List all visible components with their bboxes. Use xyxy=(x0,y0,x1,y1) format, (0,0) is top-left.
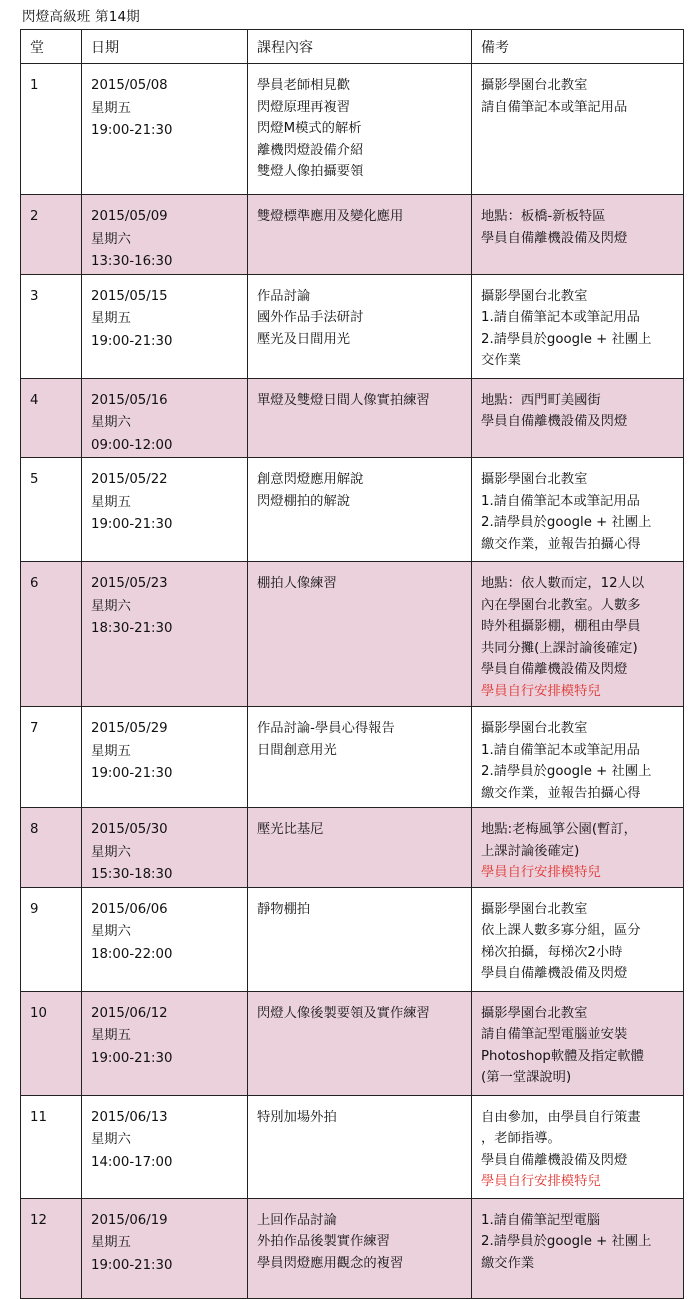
content-line: 學員老師相見歡 xyxy=(257,78,351,93)
notes-line: Photoshop軟體及指定軟體 xyxy=(481,1048,644,1064)
content-line: 雙燈標準應用及變化應用 xyxy=(257,209,404,224)
content-line: 雙燈人像拍攝要領 xyxy=(257,164,364,179)
table-row xyxy=(21,562,684,707)
notes-line: 攝影學園台北教室 xyxy=(481,901,588,917)
date-line: 星期五 xyxy=(91,494,131,510)
date-line: 星期六 xyxy=(91,844,131,860)
notes-line: 攝影學園台北教室 xyxy=(481,721,588,736)
content-line: 閃燈棚拍的解說 xyxy=(257,493,351,509)
notes-line: 依上課人數多寡分組，區分 xyxy=(481,923,641,938)
date-cell xyxy=(82,991,248,1095)
content-cell xyxy=(248,562,472,707)
table-row xyxy=(21,458,684,562)
date-line: 2015/05/08 xyxy=(91,78,168,93)
content-cell xyxy=(248,274,472,378)
session-number: 10 xyxy=(30,1005,47,1021)
content-line: 創意閃燈應用解說 xyxy=(257,472,364,487)
date-line: 2015/06/13 xyxy=(91,1109,168,1125)
notes-line: 梯次拍攝，每梯次2小時 xyxy=(481,944,623,960)
notes-line: 2.請學員於google + 社團上 xyxy=(481,1234,652,1249)
content-line: 上回作品討論 xyxy=(257,1212,337,1228)
date-line: 星期六 xyxy=(91,1132,131,1147)
notes-cell xyxy=(472,1095,684,1198)
notes-line: 繳交作業，並報告拍攝心得 xyxy=(481,785,641,801)
date-line: 19:00-21:30 xyxy=(91,766,173,781)
notes-line: 2.請學員於google + 社團上 xyxy=(481,331,652,347)
page-title: 閃燈高級班 第14期 xyxy=(22,9,140,25)
date-line: 星期六 xyxy=(91,231,131,247)
date-line: 星期六 xyxy=(91,924,131,939)
notes-line: 請自備筆記本或筆記用品 xyxy=(481,99,628,115)
date-line: 19:00-21:30 xyxy=(91,517,173,532)
date-line: 星期六 xyxy=(91,415,131,430)
session-number: 12 xyxy=(30,1212,47,1228)
session-number-cell xyxy=(21,378,82,458)
date-line: 2015/06/06 xyxy=(91,901,168,917)
date-line: 19:00-21:30 xyxy=(91,123,173,138)
header-row xyxy=(21,30,684,64)
content-cell xyxy=(248,458,472,562)
notes-cell xyxy=(472,195,684,275)
header-notes: 備考 xyxy=(472,30,684,64)
notes-line: 學員自備離機設備及閃燈 xyxy=(481,662,628,677)
session-number-cell xyxy=(21,195,82,275)
session-number-cell xyxy=(21,887,82,991)
notes-line: 學員自備離機設備及閃燈 xyxy=(481,414,628,429)
date-cell xyxy=(82,378,248,458)
content-line: 靜物棚拍 xyxy=(257,901,311,917)
notes-line: 共同分攤(上課討論後確定) xyxy=(481,640,638,656)
date-line: 2015/05/09 xyxy=(91,209,168,224)
notes-line: 攝影學園台北教室 xyxy=(481,1005,588,1021)
date-line: 星期五 xyxy=(91,1028,131,1043)
date-cell xyxy=(82,808,248,888)
content-line: 壓光比基尼 xyxy=(257,822,324,837)
notes-line: 1.請自備筆記型電腦 xyxy=(481,1212,601,1228)
header-date: 日期 xyxy=(82,30,248,64)
notes-line: 2.請學員於google + 社團上 xyxy=(481,764,652,779)
notes-line-highlight: 學員自行安排模特兒 xyxy=(481,1174,601,1189)
date-cell xyxy=(82,1095,248,1198)
content-cell xyxy=(248,378,472,458)
session-number: 7 xyxy=(30,721,39,736)
notes-cell xyxy=(472,887,684,991)
table-row xyxy=(21,1198,684,1298)
content-line: 壓光及日間用光 xyxy=(257,331,351,347)
content-line: 作品討論-學員心得報告 xyxy=(257,721,395,736)
content-line: 離機閃燈設備介紹 xyxy=(257,142,364,158)
session-number-cell xyxy=(21,1095,82,1198)
notes-line: 自由參加，由學員自行策畫 xyxy=(481,1109,641,1125)
content-line: 閃燈原理再複習 xyxy=(257,99,351,115)
header-content: 課程內容 xyxy=(248,30,472,64)
table-row xyxy=(21,1095,684,1198)
schedule-table xyxy=(20,29,684,1299)
content-line: 閃燈M模式的解析 xyxy=(257,121,362,136)
date-line: 15:30-18:30 xyxy=(91,867,173,882)
notes-line: 1.請自備筆記本或筆記用品 xyxy=(481,742,640,758)
content-line: 學員閃燈應用觀念的複習 xyxy=(257,1255,404,1271)
session-number-cell xyxy=(21,64,82,195)
session-number-cell xyxy=(21,458,82,562)
notes-line: 學員自備離機設備及閃燈 xyxy=(481,230,628,246)
date-line: 星期五 xyxy=(91,311,131,326)
session-number: 2 xyxy=(30,209,39,224)
notes-line-highlight: 學員自行安排模特兒 xyxy=(481,865,601,880)
notes-line: 地點：依人數而定，12人以 xyxy=(481,576,645,591)
session-number: 8 xyxy=(30,822,39,837)
date-line: 2015/05/15 xyxy=(91,288,168,304)
content-line: 棚拍人像練習 xyxy=(257,576,337,591)
session-number: 3 xyxy=(30,288,39,304)
table-row xyxy=(21,808,684,888)
session-number: 11 xyxy=(30,1109,47,1125)
table-row xyxy=(21,64,684,195)
date-cell xyxy=(82,274,248,378)
date-line: 09:00-12:00 xyxy=(91,437,173,453)
table-row xyxy=(21,274,684,378)
notes-line-highlight: 學員自行安排模特兒 xyxy=(481,683,601,699)
notes-line: 內在學園台北教室。人數多 xyxy=(481,597,641,613)
notes-line: 交作業 xyxy=(481,353,521,368)
notes-line: 學員自備離機設備及閃燈 xyxy=(481,1152,628,1168)
session-number-cell xyxy=(21,991,82,1095)
content-line: 外拍作品後製實作練習 xyxy=(257,1234,390,1249)
content-cell xyxy=(248,195,472,275)
notes-line: 2.請學員於google + 社團上 xyxy=(481,515,652,530)
content-cell xyxy=(248,1198,472,1298)
date-cell xyxy=(82,707,248,808)
date-line: 2015/06/12 xyxy=(91,1005,168,1021)
session-number-cell xyxy=(21,562,82,707)
table-row xyxy=(21,378,684,458)
notes-cell xyxy=(472,808,684,888)
content-line: 特別加場外拍 xyxy=(257,1109,337,1125)
notes-cell xyxy=(472,991,684,1095)
notes-line: 攝影學園台北教室 xyxy=(481,78,588,93)
date-line: 2015/05/23 xyxy=(91,576,168,591)
date-cell xyxy=(82,458,248,562)
notes-cell xyxy=(472,378,684,458)
date-cell xyxy=(82,64,248,195)
session-number: 5 xyxy=(30,472,39,487)
content-cell xyxy=(248,887,472,991)
notes-cell xyxy=(472,1198,684,1298)
session-number: 4 xyxy=(30,392,39,408)
content-cell xyxy=(248,808,472,888)
date-line: 2015/05/29 xyxy=(91,721,168,736)
date-line: 2015/06/19 xyxy=(91,1212,168,1228)
notes-line: 攝影學園台北教室 xyxy=(481,288,588,304)
session-number-cell xyxy=(21,707,82,808)
content-cell xyxy=(248,707,472,808)
notes-line: 1.請自備筆記本或筆記用品 xyxy=(481,310,640,325)
date-cell xyxy=(82,562,248,707)
notes-line: 上課討論後確定) xyxy=(481,843,580,859)
date-line: 星期五 xyxy=(91,1235,131,1250)
date-line: 2015/05/16 xyxy=(91,392,168,408)
date-cell xyxy=(82,1198,248,1298)
notes-line: 學員自備離機設備及閃燈 xyxy=(481,966,628,981)
notes-cell xyxy=(472,64,684,195)
table-row xyxy=(21,707,684,808)
date-line: 星期六 xyxy=(91,598,131,614)
content-line: 作品討論 xyxy=(257,288,311,304)
notes-cell xyxy=(472,562,684,707)
notes-line: (第一堂課說明) xyxy=(481,1070,572,1085)
notes-line: ，老師指導。 xyxy=(481,1131,561,1146)
session-number-cell xyxy=(21,274,82,378)
session-number-cell xyxy=(21,808,82,888)
date-line: 19:00-21:30 xyxy=(91,1050,173,1066)
date-line: 14:00-17:00 xyxy=(91,1154,173,1170)
notes-line: 攝影學園台北教室 xyxy=(481,472,588,487)
date-cell xyxy=(82,887,248,991)
session-number: 9 xyxy=(30,901,39,917)
date-line: 19:00-21:30 xyxy=(91,1257,173,1273)
date-line: 2015/05/30 xyxy=(91,822,168,837)
notes-line: 繳交作業 xyxy=(481,1255,535,1271)
notes-cell xyxy=(472,707,684,808)
date-line: 星期五 xyxy=(91,743,131,759)
content-cell xyxy=(248,64,472,195)
table-row xyxy=(21,887,684,991)
notes-line: 地點:老梅風箏公園(暫訂， xyxy=(481,822,637,837)
table-row xyxy=(21,195,684,275)
content-line: 日間創意用光 xyxy=(257,742,337,758)
notes-line: 地點：板橋-新板特區 xyxy=(481,209,606,224)
content-line: 閃燈人像後製要領及實作練習 xyxy=(257,1005,430,1021)
notes-line: 1.請自備筆記本或筆記用品 xyxy=(481,493,640,509)
date-line: 13:30-16:30 xyxy=(91,254,173,269)
session-number-cell xyxy=(21,1198,82,1298)
session-number: 1 xyxy=(30,78,39,93)
content-cell xyxy=(248,991,472,1095)
notes-cell xyxy=(472,458,684,562)
content-line: 國外作品手法研討 xyxy=(257,310,364,325)
session-number: 6 xyxy=(30,576,39,591)
date-cell xyxy=(82,195,248,275)
date-line: 18:00-22:00 xyxy=(91,946,173,962)
content-line: 單燈及雙燈日間人像實拍練習 xyxy=(257,392,430,408)
header-session: 堂 xyxy=(21,30,82,64)
notes-line: 請自備筆記型電腦並安裝 xyxy=(481,1027,628,1042)
table-row xyxy=(21,991,684,1095)
date-line: 18:30-21:30 xyxy=(91,621,173,636)
notes-line: 地點：西門町美國街 xyxy=(481,392,601,408)
date-line: 19:00-21:30 xyxy=(91,333,173,349)
notes-cell xyxy=(472,274,684,378)
date-line: 星期五 xyxy=(91,100,131,116)
date-line: 2015/05/22 xyxy=(91,472,168,487)
notes-line: 繳交作業，並報告拍攝心得 xyxy=(481,536,641,552)
notes-line: 時外租攝影棚，棚租由學員 xyxy=(481,619,641,634)
content-cell xyxy=(248,1095,472,1198)
